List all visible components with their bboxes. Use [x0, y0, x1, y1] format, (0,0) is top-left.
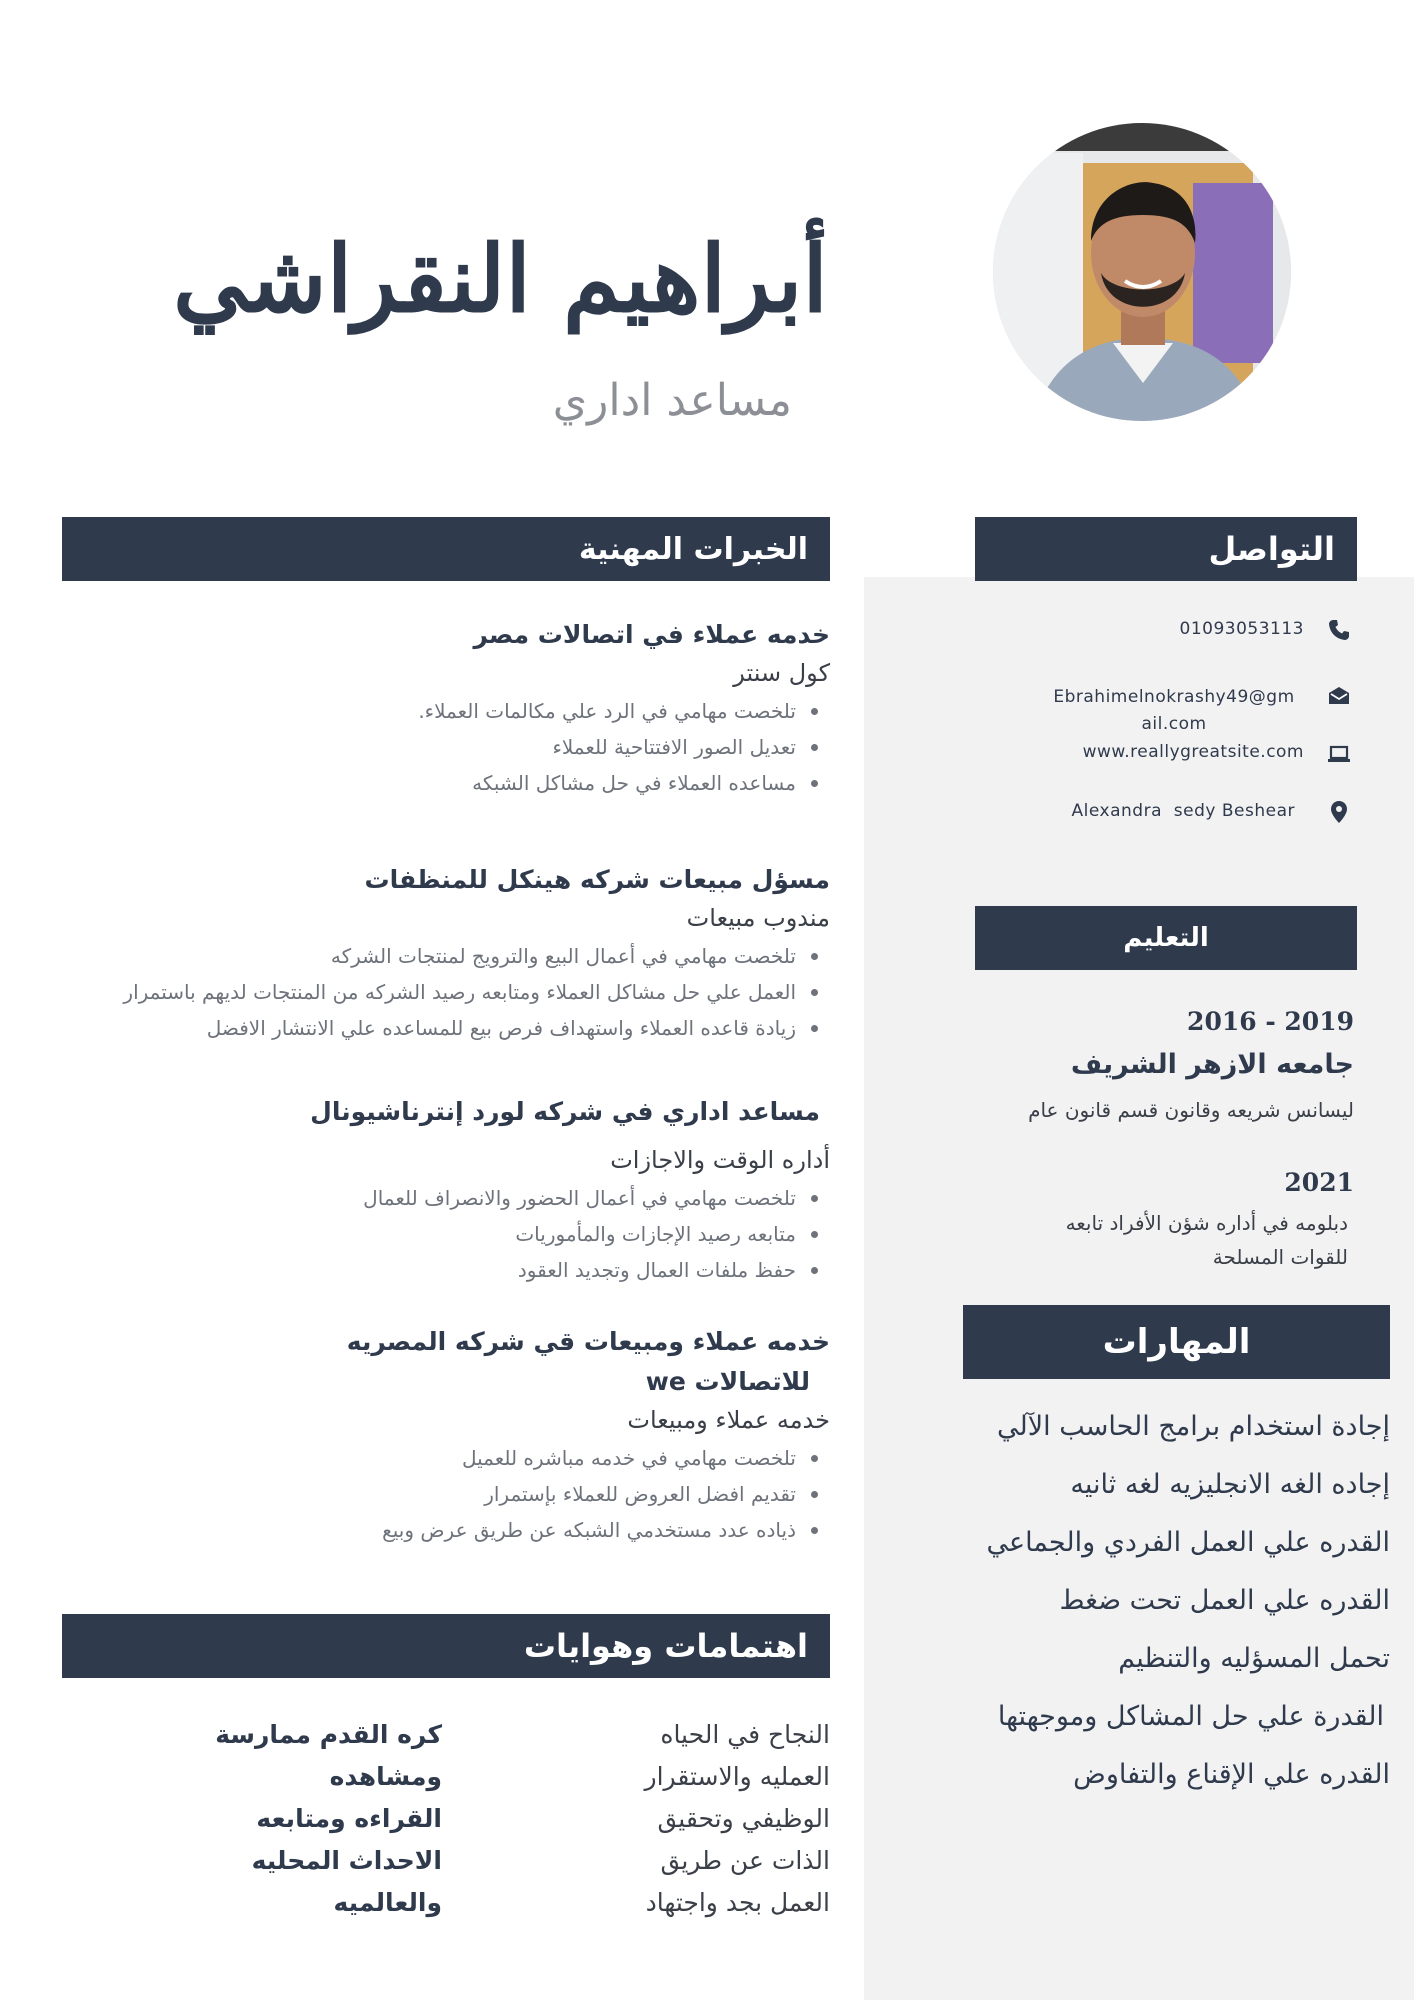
duty-item: تعديل الصور الافتتاحية للعملاء: [110, 729, 796, 765]
education-degree: [1066, 1206, 1348, 1274]
education-school: جامعه الازهر الشريف: [1070, 1049, 1354, 1080]
experience-section-header: [62, 517, 830, 581]
skills-section-header: [963, 1305, 1390, 1379]
skills-heading: المهارات: [1102, 1322, 1251, 1362]
experience-title: خدمه عملاء ومبيعات قي شركه المصريه: [346, 1327, 830, 1356]
duty-item: تلخصت مهامي في الرد علي مكالمات العملاء.: [110, 693, 796, 729]
job-title: مساعد اداري: [552, 375, 792, 426]
education-section-header: [975, 906, 1357, 970]
education-years: 2021: [1284, 1168, 1354, 1197]
hobby-line: الوظيفي وتحقيق: [657, 1804, 830, 1833]
skill-item: القدره علي العمل تحت ضغط: [1059, 1585, 1390, 1616]
hobbies-heading: اهتمامات وهوايات: [523, 1627, 808, 1665]
duty-item: تلخصت مهامي في خدمه مباشره للعميل: [110, 1440, 796, 1476]
contact-section-header: [975, 517, 1357, 581]
experience-item: [110, 615, 830, 801]
experience-duties: [110, 1440, 830, 1548]
hobby-line: كره القدم ممارسة: [215, 1720, 442, 1749]
hobbies-section-header: [62, 1614, 830, 1678]
experience-duties: [110, 693, 830, 801]
hobby-line: الاحداث المحليه: [251, 1846, 442, 1875]
experience-title-line2: للاتصالات we: [645, 1367, 810, 1396]
experience-duties: [110, 1180, 830, 1288]
hobby-line: الذات عن طريق: [660, 1846, 830, 1875]
experience-item: [110, 1322, 830, 1548]
education-degree: ليسانس شريعه وقانون قسم قانون عام: [1028, 1098, 1354, 1122]
experience-item: [110, 1092, 830, 1288]
hobby-line: العمليه والاستقرار: [644, 1762, 830, 1791]
education-degree-line: للقوات المسلحة: [1212, 1245, 1348, 1269]
hobbies-column-1: [530, 1714, 830, 1924]
hobby-line: العمل بجد واجتهاد: [645, 1888, 830, 1917]
duty-item: تقديم افضل العروض للعملاء بإستمرار: [110, 1476, 796, 1512]
hobby-line: ومشاهده: [329, 1762, 442, 1791]
experience-title: مساعد اداري في شركه لورد إنترناشيونال: [310, 1097, 820, 1126]
location-pin-icon: [1327, 800, 1351, 824]
experience-item: [110, 860, 830, 1046]
duty-item: العمل علي حل مشاكل العملاء ومتابعه رصيد الشركه من المنتجات لديهم باستمرار: [110, 974, 796, 1010]
duty-item: ذياده عدد مستخدمي الشبكه عن طريق عرض وبيع: [110, 1512, 796, 1548]
envelope-icon: [1327, 684, 1351, 708]
hobby-line: القراءه ومتابعه: [256, 1804, 442, 1833]
duty-item: حفظ ملفات العمال وتجديد العقود: [110, 1252, 796, 1288]
experience-role: أداره الوقت والاجازات: [610, 1146, 830, 1174]
email-address[interactable]: [1044, 684, 1304, 738]
email-line-2: ail.com: [1141, 714, 1207, 734]
website-link[interactable]: www.reallygreatsite.com: [1082, 742, 1304, 762]
contact-heading: التواصل: [1208, 530, 1335, 568]
experience-role: كول سنتر: [733, 659, 830, 687]
email-line-1: Ebrahimelnokrashy49@gm: [1053, 687, 1295, 707]
hobbies-column-2: [142, 1714, 442, 1924]
person-name: أبراهيم النقراشي: [172, 225, 828, 333]
laptop-icon: [1327, 742, 1351, 766]
skill-item: القدرة علي حل المشاكل وموجهتها: [997, 1701, 1384, 1732]
address-text: Alexandra sedy Beshear: [1071, 801, 1295, 821]
education-years: 2016 - 2019: [1187, 1007, 1354, 1036]
skill-item: إجاده الغه الانجليزيه لغه ثانيه: [1070, 1469, 1390, 1500]
duty-item: متابعه رصيد الإجازات والمأموريات: [110, 1216, 796, 1252]
skill-item: القدره علي الإقناع والتفاوض: [1073, 1759, 1390, 1790]
duty-item: تلخصت مهامي في أعمال البيع والترويج لمنتجات الشركه: [110, 938, 796, 974]
skill-item: إجادة استخدام برامج الحاسب الآلي: [997, 1411, 1390, 1442]
duty-item: مساعده العملاء في حل مشاكل الشبكه: [110, 765, 796, 801]
phone-icon: [1327, 618, 1351, 642]
experience-role: خدمه عملاء ومبيعات: [627, 1406, 830, 1434]
skill-item: القدره علي العمل الفردي والجماعي: [986, 1527, 1390, 1558]
experience-role: مندوب مبيعات: [686, 904, 830, 932]
profile-photo: [993, 123, 1291, 421]
experience-title: خدمه عملاء في اتصالات مصر: [473, 620, 830, 649]
experience-heading: الخبرات المهنية: [578, 531, 808, 567]
experience-title: مسؤل مبيعات شركه هينكل للمنظفات: [364, 865, 830, 894]
skill-item: تحمل المسؤليه والتنظيم: [1118, 1643, 1390, 1674]
hobby-line: والعالميه: [333, 1888, 442, 1917]
duty-item: تلخصت مهامي في أعمال الحضور والانصراف للعمال: [110, 1180, 796, 1216]
phone-number[interactable]: 01093053113: [1179, 619, 1304, 639]
experience-duties: [110, 938, 830, 1046]
education-heading: التعليم: [1123, 923, 1209, 953]
education-degree-line: دبلومه في أداره شؤن الأفراد تابعه: [1065, 1211, 1348, 1235]
duty-item: زيادة قاعده العملاء واستهداف فرص بيع للمساعده علي الانتشار الافضل: [110, 1010, 796, 1046]
hobby-line: النجاح في الحياه: [660, 1720, 830, 1749]
